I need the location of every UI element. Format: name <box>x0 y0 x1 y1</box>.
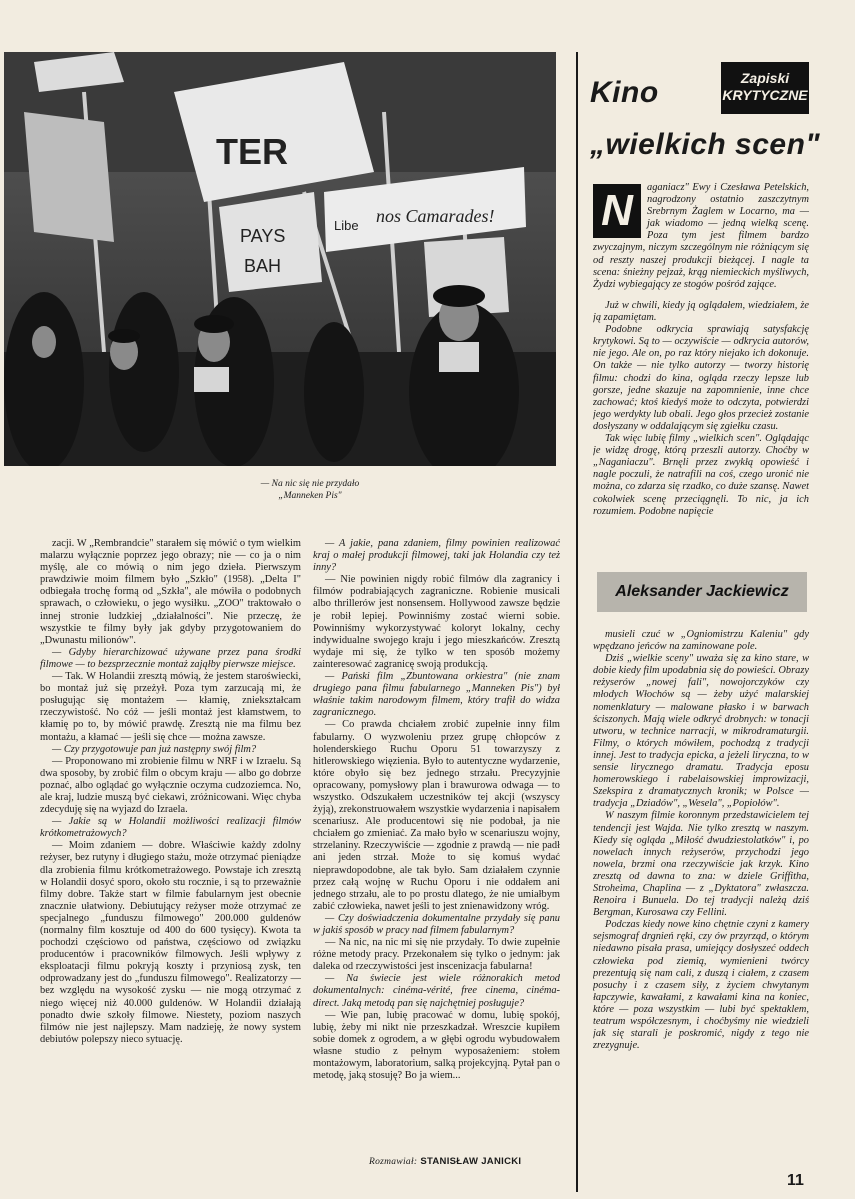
signoff-label: Rozmawiał: <box>369 1157 418 1167</box>
protest-photo-illustration <box>4 52 556 466</box>
signoff-name: STANISŁAW JANICKI <box>420 1156 522 1167</box>
photo-caption <box>160 478 460 502</box>
paragraph: — Jakie są w Holandii możliwości realizacji filmów krótkometrażowych? <box>40 816 301 840</box>
section-badge <box>721 62 809 114</box>
article-column-bottom <box>593 629 809 1169</box>
interview-column-left <box>40 538 301 1158</box>
paragraph: — Moim zdaniem — dobre. Właściwie każdy zdolny reżyser, bez rutyny i długiego stażu, może otrzymać pieniądze dla zrobienia filmu krótkometrażowego. Powstaje ich zresztą w Holandii dosyć sporo, około stu rocznie, i są to przeważnie filmy dobre. Także start w filmie fabularnym jest obecnie znacznie ułatwiony. Debiutujący reżyser może otrzymać ze specjalnego „funduszu filmowego" 200.000 guldenów (normalny film kosztuje od 400 do 600 tysięcy). Kwota ta pochodzi częściowo od państwa, częściowo od związku producentów i pracowników filmowych. Jeśli wpływy z eksploatacji filmu pokryją koszty i przyniosą zysk, ten odprowadzany jest do „funduszu filmowego". Realizatorzy — bez względu na wysokość zysku — nie mogą otrzymać z niego więcej niż 40.000 guldenów. W Holandii działają ponadto dwie szkoły filmowe. Niestety, poziom naszych filmów nie jest najlepszy. Mam nadzieję, że nowy system debiutów polepszy nieco sytuację. <box>40 840 301 1045</box>
paragraph: musieli czuć w „Ogniomistrzu Kaleniu" gdy wpędzano jeńców na zaminowane pole. <box>593 629 809 653</box>
paragraph: — Pański film „Zbuntowana orkiestra" (nie znam drugiego pana filmu fabularnego „Manneken Pis") był właśnie takim narodowym filmem, który trafił do widza zagranicznego. <box>313 671 560 719</box>
paragraph: Już w chwili, kiedy ją oglądałem, wiedziałem, że ją zapamiętam. <box>593 300 809 324</box>
article-intro <box>593 182 809 302</box>
paragraph: — Nie powinien nigdy robić filmów dla zagranicy i filmów podrabiających zagraniczne. Robienie musicali albo thrillerów jest nonsensem. Hollywood zawsze będzie je robił lepiej. Powinniśmy zostać wierni sobie. Powinniśmy wykorzystywać koloryt lokalny, cechy indywidualne swojego kraju i jego mieszkańców. Zresztą wydaje mi się, że tylko w ten sposób możemy zainteresować zagranicę swoją produkcją. <box>313 574 560 670</box>
paragraph: — Na świecie jest wiele różnorakich metod dokumentalnych: cinéma-vérité, free cinema, cinéma-direct. Jaką metodą pan się najchętniej posługuje? <box>313 973 560 1009</box>
page-number: 11 <box>787 1172 804 1189</box>
article-column-top <box>593 300 809 575</box>
sign-text-ter: TER <box>216 131 288 172</box>
caption-line-1: — Na nic się nie przydało <box>260 479 360 489</box>
paragraph: Tak więc lubię filmy „wielkich scen". Oglądając je widzę drogę, którą przeszli autorzy. Choćby w „Naganiaczu". Brnęli przez zwykłą opowieść i nagle poczuli, że natrafili na coś, czego uronić nie można, co zdarza się rzadko, co duże szansę. Nawet cokolwiek scenę przeciągnęli. To nic, ja ich rozumiem. Podobne napięcie <box>593 433 809 517</box>
paragraph: — Co prawda chciałem zrobić zupełnie inny film fabularny. O wyzwoleniu przez grupę chłopców z holenderskiego Ruchu Oporu 51 towarzyszy z hitlerowskiego więzienia. Było to autentyczne wydarzenie, które obyło się bez jednego strzału. Precyzyjnie opracowany, pomysłowy plan i brawurowa odwaga — to wszystko. Odszukałem uczestników tej akcji (wszyscy żyją), zrekonstruowałem wszystkie wydarzenia i napisałem scenariusz. Ale producentowi się nie podobał, ja nie chciałem go zmieniać. Za mało było w scenariuszu wojny, strzelaniny. Rzeczywiście — zgodnie z prawdą — nie padł ani jeden strzał. Może to się komuś wydać nieprawdopodobne, ale tak było. Sam działałem czynnie przez całą wojnę w Ruchu Oporu i nie oddałem ani jednego strzału, ale to po prostu dlatego, że nie umiałbym zabić człowieka, nawet jeśli to jest znienawidzony wróg. <box>313 719 560 912</box>
paragraph: — Czy przygotowuje pan już następny swój film? <box>52 743 257 755</box>
badge-line-1: Zapiski <box>740 70 790 86</box>
article-title-line-2: „wielkich scen" <box>590 128 821 161</box>
sign-text-libe: Libe <box>334 218 359 233</box>
paragraph: — Czy doświadczenia dokumentalne przydały się panu w jakiś sposób w pracy nad filmem fabularnym? <box>313 912 560 936</box>
intro-text: aganiacz" Ewy i Czesława Petelskich, nagrodzony ostatnio zaszczytnym Srebrnym Żaglem w Locarno, ma — jak wiadomo — jedną wielką scenę. Poza tym jest filmem bardzo zwyczajnym, niczym szczególnym nie różniącym się od reszty naszej produkcji bieżącej. I nagle ta scena: śnieżny pejzaż, krąg niemieckich myśliwych, Żydzi wybiegający ze stogów pośród zające. <box>593 182 809 290</box>
interview-column-middle <box>313 538 560 1158</box>
paragraph: Dziś „wielkie sceny" uważa się za kino stare, w dobie kiedy film upodabnia się do powieści. Obrazy reżyserów „nowej fali", nowojorczyków czy młodych Włochów są — żeby użyć malarskiej nomenklatury — malowane płasko i w barwach ściszonych. Mają wiele odkryć drobnych: w tonacji utworu, w technice narracji, w mikrodramaturgii. Filmy, o których mówiłem, pochodzą z tradycji innej. Jest to tradycja epicka, a jeżeli liryczna, to w sensie lirycznego dramatu. Tradycja eposu homerowskiego i rabelaisowskiej improwizacji, Szekspira z dramatycznych kronik; w Polsce — tradycja „Dziadów", „Wesela", „Popiołów". <box>593 653 809 810</box>
drop-cap: N <box>593 184 641 238</box>
caption-line-2: „Manneken Pis" <box>278 491 342 501</box>
paragraph: — Proponowano mi zrobienie filmu w NRF i w Izraelu. Są dwa sposoby, by zrobić film o obcym kraju — albo go dobrze poznać, albo oglądać go wyłącznie oczyma cudzoziemca. No, ale kraj, ludzie muszą być ciekawi, zróżnicowani. Więc chyba zdecyduję się na wyjazd do Izraela. <box>40 755 301 816</box>
paragraph: Podczas kiedy nowe kino chętnie czyni z kamery sejsmograf drgnień ręki, czy ów przyrząd, o którym niedawno pisała prasa, umiejący dosłyszeć oddech człowieka pod ziemią, wymienieni twórcy prezentują się nam cali, z duszą i ciałem, z czasem posuchy i z czasem siły, z życiem chwytanym łapczywie, kawałami, z kawałami kina na koniec, które — poza wszystkim — lubi być spektaklem, teatrum współczesnym, i choćbyśmy nie wiedzieli jak się starali je poskromić, nigdy z tego nie zrezygnuje. <box>593 919 809 1052</box>
paragraph: — Tak. W Holandii zresztą mówią, że jestem staroświecki, bo montaż już się przeżył. Poza tym zarzucają mi, że posługując się montażem — kłamię, zniekształcam rzeczywistość. No cóż — jeśli montaż jest kłamstwem, to kłamię po to, by mówić prawdę. Zresztą nie ma filmu bez montażu, a kłamać — jeśli się chce — można zawsze. <box>40 671 301 743</box>
paragraph: zacji. W „Rembrandcie" starałem się mówić o tym wielkim malarzu wyłącznie poprzez jego obrazy; nie — co ja o nim myślę, ale co mówią o nim jego dzieła. Pierwszym prawdziwie moim filmem było „Szkło" (1958). „Delta I" odbiegała trochę formą od „Szkła", ale mówiła o podobnych sprawach, o człowieku, o jego wysiłku. „ZOO" traktowało o innej stronie ludzkiej „działalności". Nie przeczę, że wszystkie te filmy były jak gdyby przygotowaniem do „Dwunastu milionów". <box>40 538 301 646</box>
interviewer-signoff <box>369 1156 521 1167</box>
author-name-box: Aleksander Jackiewicz <box>597 572 807 612</box>
sign-text-pays: PAYS <box>240 226 286 246</box>
article-title-line-1: Kino <box>590 76 659 109</box>
paragraph: W naszym filmie koronnym przedstawicielem tej tendencji jest Wajda. Nie tylko zresztą w naszym. Kiedy się ogląda „Miłość dwudziestolatków" i, po nowelach innych reżyserów, przychodzi jego nowela, brzmi ona rzeczywiście jak krzyk. Kino zresztą od dawna to zna: w dziele Griffitha, Stroheima, Chaplina — z „Dyktatora" zwłaszcza. Renoira i Bunuela. Do tej tradycji należą dziś Bergman, Kurosawa czy Fellini. <box>593 810 809 919</box>
sign-text-camarades: nos Camarades! <box>376 206 495 226</box>
paragraph: Podobne odkrycia sprawiają satysfakcję krytykowi. Są to — oczywiście — odkrycia autorów, nie jego. Ale on, po raz który niejako ich dokonuje. On także — nie tylko autorzy — tworzy historię filmu: chodzi do kina, ogląda rzeczy lepsze lub gorsze, jedne skazuje na zapomnienie, inne chce zachować; ktoś kiedyś może to odczyta, potwierdzi jego werdykty lub obali. Jego głos przecież zostanie dosłyszany w oddalającym się zgiełku czasu. <box>593 324 809 432</box>
paragraph: — A jakie, pana zdaniem, filmy powinien realizować kraj o małej produkcji filmowej, taki jak Holandia czy też inny? <box>313 538 560 574</box>
protest-photo <box>4 52 556 466</box>
paragraph: — Wie pan, lubię pracować w domu, lubię spokój, lubię, żeby mi nikt nie przeszkadzał. Wreszcie kupiłem sobie domek z ogrodem, a w głębi ogrodu wybudowałem własne studio z pełnym wyposażeniem: stołem montażowym, laboratorium, salką projekcyjną. Pytał pan o metodę, jaką stosuję? Bo ja wiem... <box>313 1009 560 1082</box>
sign-text-bah: BAH <box>244 256 282 276</box>
paragraph: — Gdyby hierarchizować używane przez pana środki filmowe — to bezsprzecznie montaż zająłby pierwsze miejsce. <box>40 646 301 670</box>
column-divider <box>576 52 578 1192</box>
paragraph: — Na nic, na nic mi się nie przydały. To dwie zupełnie różne metody pracy. Przekonałem się tylko o jednym: jak daleka od rzeczywistości jest inscenizacja fabularna! <box>313 937 560 973</box>
badge-line-2: KRYTYCZNE <box>722 87 808 103</box>
